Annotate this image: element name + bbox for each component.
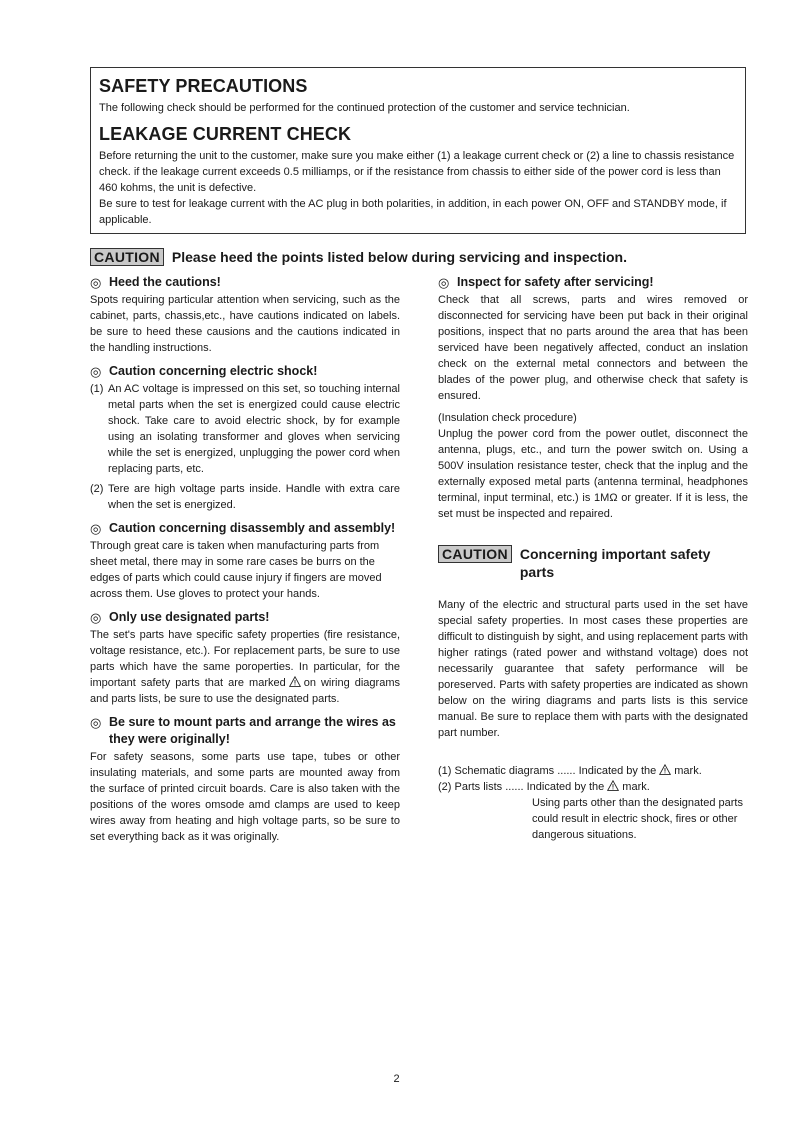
section-title: Caution concerning disassembly and assembly! <box>109 521 396 535</box>
section-body <box>90 627 400 707</box>
warning-triangle-icon <box>289 676 301 687</box>
safety-title: SAFETY PRECAUTIONS <box>99 76 308 96</box>
section-heading <box>438 274 748 291</box>
section-heed-cautions <box>90 274 400 356</box>
section-title: Inspect for safety after servicing! <box>457 275 654 289</box>
page-number: 2 <box>393 1073 400 1085</box>
leakage-para-2: Be sure to test for leakage current with the AC plug in both polarities, in addition, in each power ON, OFF and STANDBY mode, if applicable. <box>99 198 727 226</box>
insulation-label: (Insulation check procedure) <box>438 412 577 424</box>
list-item <box>90 481 400 513</box>
section-disassembly <box>90 520 400 602</box>
leakage-para-1: Before returning the unit to the customer, make sure you make either (1) a leakage current check or (2) a line to chassis resistance check. if the leakage current exceeds 0.5 milliamps, or if the resistance from chassis to either side of the power cord is less than 460 kohms, the unit is defective. <box>99 150 735 194</box>
caution-header-2-title: Concerning important safety parts <box>519 546 711 580</box>
mark-line-schematic <box>438 763 748 779</box>
mark-line-text: (2) Parts lists ...... Indicated by the <box>438 781 605 793</box>
warning-triangle-icon <box>659 764 671 775</box>
body-text-b: on wiring diagrams and parts lists, be sure to use the designated parts. <box>90 677 400 705</box>
section-title: Be sure to mount parts and arrange the wires as they were originally! <box>109 715 396 746</box>
section-body: Spots requiring particular attention when servicing, such as the cabinet, parts, chassis,etc., have cautions indicated on labels. be sure to heed these causions and the cautions indicated in the handling instructions. <box>90 294 400 354</box>
safety-intro: The following check should be performed for the continued protection of the customer and service technician. <box>99 102 630 114</box>
mark-list <box>438 763 748 843</box>
item-number: (2) <box>90 483 104 495</box>
item-text: An AC voltage is impressed on this set, so touching internal metal parts when the set is energized could cause electric shock. Take care to avoid electric shock, by for example using an isolating transformer and gloves when servicing while the set is energized, unplugging the power cord when replacing parts, etc. <box>108 383 400 475</box>
mark-line-suffix: mark. <box>622 781 650 793</box>
item-number: (1) <box>90 383 104 395</box>
section-mount-parts <box>90 714 400 845</box>
list-item <box>90 381 400 477</box>
important-parts-body: Many of the electric and structural parts used in the set have special safety properties. In most cases these properties are difficult to distinguish by sight, and using replacement parts with higher ratings (rated power and withstand voltage) does not necessarily guarantee that safety performance will be poreserved. Parts with safety properties are indicated as shown below on the wiring diagrams and parts lists is this service manual. Be sure to replace them with parts with the designated part number. <box>438 599 748 739</box>
caution-header <box>90 247 627 267</box>
double-circle-icon: ◎ <box>90 275 102 290</box>
caution-header-2 <box>438 545 748 581</box>
leakage-title: LEAKAGE CURRENT CHECK <box>99 124 352 144</box>
mark-line-parts-list <box>438 779 748 795</box>
section-inspect-safety <box>438 274 748 522</box>
section-heading <box>90 714 400 748</box>
mark-line-text: (1) Schematic diagrams ...... Indicated by the <box>438 765 657 777</box>
section-heading <box>90 520 400 537</box>
caution-tag: CAUTION <box>438 545 512 563</box>
section-designated-parts <box>90 609 400 707</box>
section-body: Check that all screws, parts and wires removed or disconnected for servicing have been put back in their original positions, inspect that no parts around the area that has been serviced have been negatively affected, conduct an inslation check on the external metal connectors and between the blades of the power plug, and otherwise check that safety is ensured. <box>438 294 748 402</box>
section-title: Caution concerning electric shock! <box>109 364 318 378</box>
section-title: Heed the cautions! <box>109 275 221 289</box>
double-circle-icon: ◎ <box>90 610 102 625</box>
double-circle-icon: ◎ <box>90 364 102 379</box>
mark-line-suffix: mark. <box>674 765 702 777</box>
section-heading <box>90 609 400 626</box>
section-body: Through great care is taken when manufacturing parts from sheet metal, there may in some rare cases be burrs on the edges of parts which could cause injury if fingers are moved across them. Use gloves to protect your hands. <box>90 540 382 600</box>
section-heading <box>90 274 400 291</box>
insulation-body: Unplug the power cord from the power outlet, disconnect the antenna, plugs, etc., and turn the power switch on. Using a 500V insulation resistance tester, check that the inplug and the externally exposed metal parts (antenna terminal, headphones terminal, input terminal, etc.) is 1MΩ or greater. If it is less, the set must be inspected and repaired. <box>438 428 748 520</box>
safety-box <box>90 67 746 234</box>
left-column <box>90 274 400 852</box>
warning-triangle-icon <box>607 780 619 791</box>
double-circle-icon: ◎ <box>90 521 102 536</box>
body-text-a: The set's parts have specific safety properties (fire resistance, voltage resistance, etc.). For replacement parts, be sure to use parts which have the same poroperties. In particular, for the important safety parts that are marked <box>90 629 400 689</box>
section-electric-shock <box>90 363 400 513</box>
numbered-list <box>90 381 400 513</box>
right-column <box>438 274 748 843</box>
caution-tag: CAUTION <box>90 248 164 266</box>
caution-header-title: Please heed the points listed below during servicing and inspection. <box>171 249 627 265</box>
mark-note: Using parts other than the designated parts could result in electric shock, fires or other dangerous situations. <box>532 797 743 841</box>
double-circle-icon: ◎ <box>438 275 450 290</box>
double-circle-icon: ◎ <box>90 715 102 730</box>
item-text: Tere are high voltage parts inside. Handle with extra care when the set is energized. <box>108 483 400 511</box>
section-body: For safety seasons, some parts use tape, tubes or other insulating materials, and some parts are mounted away from the surface of printed circuit boards. Care is also taken with the positions of the wores omsode amd clamps are used to keep wires away from heating and high voltage parts, so be sure to set everything back as it was originally. <box>90 751 400 843</box>
section-title: Only use designated parts! <box>109 610 270 624</box>
section-heading <box>90 363 400 380</box>
